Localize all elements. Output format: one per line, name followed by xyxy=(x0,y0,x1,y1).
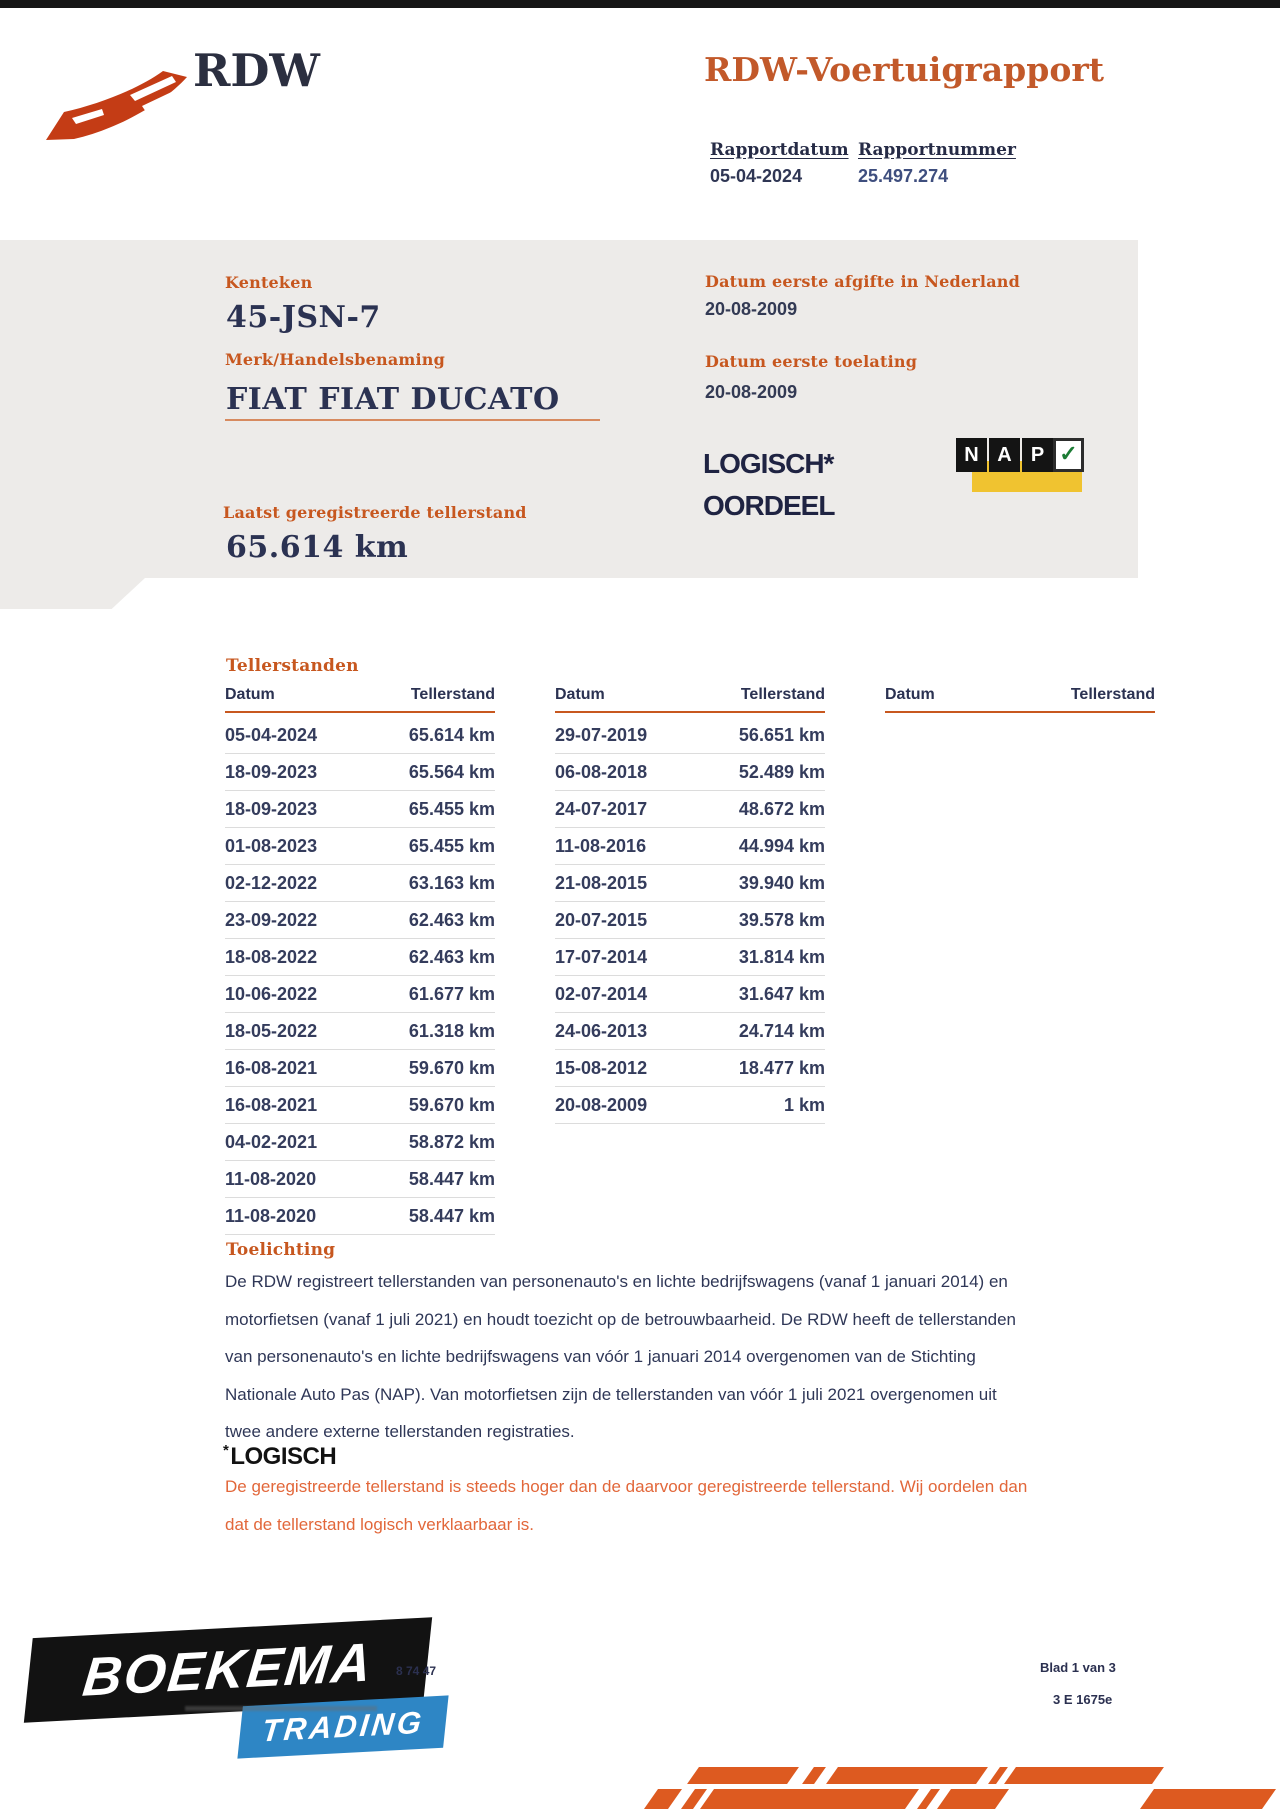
toelichting-line: motorfietsen (vanaf 1 juli 2021) en houdt toezicht op de betrouwbaarheid. De RDW heeft de tellerstanden xyxy=(225,1309,1016,1329)
datum-header: Datum xyxy=(555,686,605,703)
row-datum: 02-07-2014 xyxy=(555,983,648,1004)
nap-letter-a: A xyxy=(989,438,1020,472)
report-date-label: Rapportdatum xyxy=(710,140,849,160)
oordeel-line1: LOGISCH* xyxy=(703,448,834,479)
footer-stripe xyxy=(687,1767,799,1784)
phone-fragment: 8 74 47 xyxy=(396,1664,437,1678)
logisch-paragraph xyxy=(225,1468,1065,1543)
footer-stripe xyxy=(700,1789,919,1809)
afgifte-label: Datum eerste afgifte in Nederland xyxy=(705,272,1020,291)
laatste-tellerstand-label: Laatst geregistreerde tellerstand xyxy=(223,503,527,522)
obscured-address-text xyxy=(185,1706,377,1711)
doc-code: 3 E 1675e xyxy=(1053,1692,1113,1707)
table-row xyxy=(555,902,825,939)
row-datum: 23-09-2022 xyxy=(225,909,318,930)
table-row xyxy=(225,754,495,791)
merk-value: FIAT FIAT DUCATO xyxy=(226,382,560,417)
row-tellerstand: 58.447 km xyxy=(408,1168,495,1189)
row-tellerstand: 31.814 km xyxy=(738,946,825,967)
table-row xyxy=(225,939,495,976)
trading-logo xyxy=(237,1695,448,1758)
column-2-body xyxy=(555,717,825,1124)
table-row xyxy=(555,865,825,902)
row-datum: 20-08-2009 xyxy=(555,1094,648,1115)
toelichting-line: van personenauto's en lichte bedrijfswagens van vóór 1 januari 2014 overgenomen van de Stichting xyxy=(225,1347,976,1366)
table-row xyxy=(225,1087,495,1124)
table-row xyxy=(225,1198,495,1235)
toelichting-heading: Toelichting xyxy=(226,1240,336,1260)
row-datum: 18-09-2023 xyxy=(225,761,318,782)
table-row xyxy=(555,939,825,976)
footer-stripe xyxy=(644,1789,682,1809)
vehicle-info-panel-tab xyxy=(0,578,145,609)
row-tellerstand: 61.318 km xyxy=(408,1020,495,1041)
row-datum: 11-08-2020 xyxy=(225,1168,317,1189)
row-tellerstand: 59.670 km xyxy=(408,1094,495,1115)
row-tellerstand: 63.163 km xyxy=(408,872,495,893)
row-tellerstand: 1 km xyxy=(783,1094,825,1115)
kenteken-label: Kenteken xyxy=(225,273,313,292)
row-tellerstand: 44.994 km xyxy=(738,835,825,856)
table-row xyxy=(555,976,825,1013)
row-datum: 05-04-2024 xyxy=(225,724,318,745)
table-row xyxy=(555,791,825,828)
row-tellerstand: 56.651 km xyxy=(738,724,825,745)
row-tellerstand: 65.455 km xyxy=(408,798,495,819)
row-tellerstand: 65.564 km xyxy=(408,761,495,782)
table-row xyxy=(225,1050,495,1087)
footer-stripe xyxy=(826,1767,988,1784)
toelating-label: Datum eerste toelating xyxy=(705,352,918,371)
nap-letter-p: P xyxy=(1022,438,1053,472)
datum-header: Datum xyxy=(885,686,935,703)
table-row xyxy=(225,717,495,754)
panel-divider xyxy=(225,419,600,421)
tellerstand-header: Tellerstand xyxy=(1070,686,1155,703)
row-datum: 15-08-2012 xyxy=(555,1057,648,1078)
page-number: Blad 1 van 3 xyxy=(1040,1660,1116,1675)
laatste-tellerstand-value: 65.614 km xyxy=(226,530,409,565)
column-3-header xyxy=(885,686,1155,713)
table-row xyxy=(225,828,495,865)
row-tellerstand: 58.872 km xyxy=(408,1131,495,1152)
row-datum: 18-08-2022 xyxy=(225,946,318,967)
row-datum: 11-08-2020 xyxy=(225,1205,317,1226)
row-datum: 24-07-2017 xyxy=(555,798,648,819)
footer-stripe xyxy=(937,1789,1009,1809)
row-tellerstand: 65.455 km xyxy=(408,835,495,856)
nap-letter-n: N xyxy=(956,438,987,472)
footer-stripe xyxy=(1140,1789,1276,1809)
toelichting-line: twee andere externe tellerstanden registraties. xyxy=(225,1422,575,1441)
column-1-body xyxy=(225,717,495,1235)
row-datum: 17-07-2014 xyxy=(555,946,648,967)
row-tellerstand: 65.614 km xyxy=(408,724,495,745)
row-datum: 20-07-2015 xyxy=(555,909,648,930)
row-tellerstand: 31.647 km xyxy=(738,983,825,1004)
row-tellerstand: 62.463 km xyxy=(408,946,495,967)
report-number-value: 25.497.274 xyxy=(858,166,949,186)
oordeel-line2: OORDEEL xyxy=(703,490,835,521)
toelichting-line: Nationale Auto Pas (NAP). Van motorfietsen zijn de tellerstanden van vóór 1 juli 2021 overgenomen uit xyxy=(225,1384,997,1404)
row-tellerstand: 48.672 km xyxy=(738,798,825,819)
row-datum: 18-05-2022 xyxy=(225,1020,318,1041)
toelichting-line: De RDW registreert tellerstanden van personenauto's en lichte bedrijfswagens (vanaf 1 januari 2014) en xyxy=(225,1272,1008,1291)
tellerstanden-column-3 xyxy=(885,686,1155,717)
row-tellerstand: 39.578 km xyxy=(738,909,825,930)
table-row xyxy=(225,1124,495,1161)
footer-stripe xyxy=(1004,1767,1164,1784)
row-datum: 04-02-2021 xyxy=(225,1131,318,1152)
datum-header: Datum xyxy=(225,686,275,703)
toelichting-paragraph xyxy=(225,1263,1045,1451)
row-tellerstand: 24.714 km xyxy=(738,1020,825,1041)
table-row xyxy=(225,865,495,902)
rdw-logo-icon xyxy=(42,62,190,146)
report-date-value: 05-04-2024 xyxy=(710,166,803,186)
tellerstanden-column-1 xyxy=(225,686,495,1235)
table-row xyxy=(555,754,825,791)
table-row xyxy=(555,828,825,865)
asterisk-mark: * xyxy=(223,1442,229,1459)
nap-logo xyxy=(956,438,1088,496)
table-row xyxy=(225,976,495,1013)
row-datum: 02-12-2022 xyxy=(225,872,318,893)
boekema-wordmark: BOEKEMA xyxy=(80,1632,376,1708)
row-tellerstand: 18.477 km xyxy=(738,1057,825,1078)
row-tellerstand: 58.447 km xyxy=(408,1205,495,1226)
row-datum: 06-08-2018 xyxy=(555,761,648,782)
table-row xyxy=(225,902,495,939)
logisch-line: De geregistreerde tellerstand is steeds hoger dan de daarvoor geregistreerde tellerstand. Wij oordelen dan xyxy=(225,1477,1028,1496)
nap-check-icon: ✓ xyxy=(1053,438,1084,472)
row-tellerstand: 62.463 km xyxy=(408,909,495,930)
footer-stripe xyxy=(802,1767,826,1784)
row-datum: 29-07-2019 xyxy=(555,724,648,745)
logisch-line: dat de tellerstand logisch verklaarbaar is. xyxy=(225,1514,534,1534)
table-row xyxy=(225,791,495,828)
tellerstanden-column-2 xyxy=(555,686,825,1124)
trading-wordmark: TRADING xyxy=(260,1704,426,1749)
toelating-value: 20-08-2009 xyxy=(705,382,798,402)
table-row xyxy=(555,1013,825,1050)
footer-stripe xyxy=(917,1789,940,1809)
table-row xyxy=(555,717,825,754)
tellerstand-header: Tellerstand xyxy=(740,686,825,703)
row-tellerstand: 61.677 km xyxy=(408,983,495,1004)
merk-label: Merk/Handelsbenaming xyxy=(225,350,446,369)
row-datum: 24-06-2013 xyxy=(555,1020,648,1041)
row-datum: 16-08-2021 xyxy=(225,1094,318,1115)
row-tellerstand: 59.670 km xyxy=(408,1057,495,1078)
row-datum: 01-08-2023 xyxy=(225,835,318,856)
column-1-header xyxy=(225,686,495,713)
table-row xyxy=(225,1013,495,1050)
table-row xyxy=(225,1161,495,1198)
report-number-label: Rapportnummer xyxy=(858,140,1016,160)
row-datum: 16-08-2021 xyxy=(225,1057,318,1078)
column-2-header xyxy=(555,686,825,713)
top-bar xyxy=(0,0,1280,8)
rdw-wordmark: RDW xyxy=(193,44,320,97)
afgifte-value: 20-08-2009 xyxy=(705,299,798,319)
table-row xyxy=(555,1050,825,1087)
row-datum: 10-06-2022 xyxy=(225,983,318,1004)
tellerstanden-heading: Tellerstanden xyxy=(226,656,359,676)
table-row xyxy=(555,1087,825,1124)
logisch-heading: *LOGISCH xyxy=(223,1442,337,1470)
row-datum: 18-09-2023 xyxy=(225,798,318,819)
report-title: RDW-Voertuigrapport xyxy=(704,50,1104,89)
row-datum: 21-08-2015 xyxy=(555,872,648,893)
row-tellerstand: 52.489 km xyxy=(738,761,825,782)
row-tellerstand: 39.940 km xyxy=(738,872,825,893)
tellerstand-header: Tellerstand xyxy=(410,686,495,703)
row-datum: 11-08-2016 xyxy=(555,835,647,856)
kenteken-value: 45-JSN-7 xyxy=(226,300,381,335)
